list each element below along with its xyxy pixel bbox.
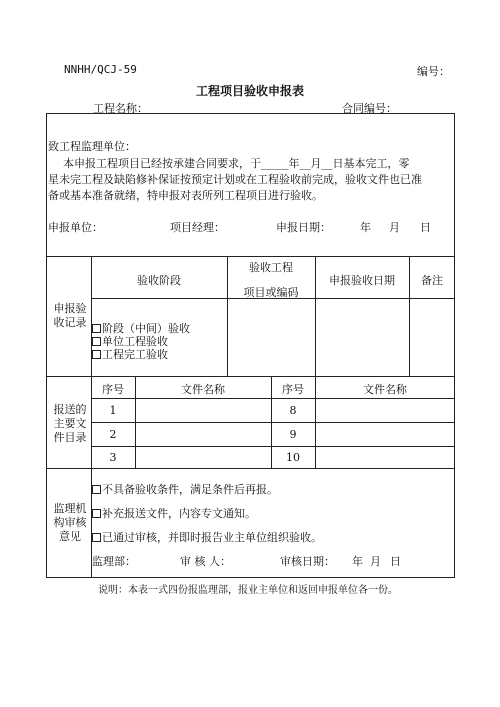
col-no-left: 序号	[102, 383, 124, 396]
record-row-label: 申报验收记录	[53, 302, 87, 329]
body-line-2: 星未完工程及缺陷修补保证按预定计划或在工程验收前完成，验收文件也已准	[48, 173, 422, 186]
col-project-line2: 项目或编码	[243, 286, 299, 299]
checkbox-icon[interactable]	[92, 324, 101, 333]
page-title: 工程项目验收申报表	[196, 84, 305, 98]
number-label: 编号：	[417, 65, 450, 78]
dept-label: 监理部：	[92, 555, 136, 568]
stage-option[interactable]: 工程完工验收	[92, 346, 168, 362]
divider	[46, 376, 455, 377]
divider	[46, 256, 455, 257]
body-line-3: 备或基本准备就绪，特申报对表所列工程项目进行验收。	[48, 189, 323, 202]
salutation: 致工程监理单位：	[48, 140, 136, 153]
checkbox-icon[interactable]	[92, 337, 101, 346]
supervisor-row-label: 监理机构审核意见	[53, 502, 87, 543]
applicant-label: 申报单位：	[48, 221, 103, 234]
year-label: 年	[360, 221, 371, 234]
body-line-1: 本申报工程项目已经按承建合同要求，于_____年__月__日基本完工，零	[63, 157, 410, 170]
checkbox-icon[interactable]	[92, 485, 101, 494]
review-day: 日	[390, 555, 401, 568]
doc-row-no: 10	[286, 451, 300, 464]
doc-row-no: 8	[289, 404, 297, 417]
stage-option[interactable]: 单位工程验收	[92, 333, 168, 349]
doc-row-no: 9	[289, 428, 297, 441]
divider	[91, 398, 455, 399]
footer-note: 说明：本表一式四份报监理部，报业主单位和返回申报单位各一份。	[98, 585, 398, 596]
day-label: 日	[420, 221, 431, 234]
col-date: 申报验收日期	[329, 274, 395, 287]
review-option[interactable]: 补充报送文件，内容专文通知。	[92, 505, 256, 521]
project-name-label: 工程名称：	[93, 102, 148, 115]
col-name-right: 文件名称	[363, 383, 407, 396]
review-option[interactable]: 不具备验收条件，满足条件后再报。	[92, 481, 278, 497]
month-label: 月	[389, 221, 400, 234]
documents-row-label: 报送的主要文件目录	[53, 403, 87, 444]
review-month: 月	[370, 555, 381, 568]
divider	[91, 422, 455, 423]
checkbox-icon[interactable]	[92, 533, 101, 542]
checkbox-icon[interactable]	[92, 350, 101, 359]
col-note: 备注	[421, 274, 443, 287]
date-label: 申报日期：	[276, 221, 331, 234]
divider	[46, 468, 455, 469]
checkbox-icon[interactable]	[92, 509, 101, 518]
divider	[91, 446, 455, 447]
review-option[interactable]: 已通过审核，并即时报告业主单位组织验收。	[92, 529, 322, 545]
reviewer-label: 审 核 人：	[180, 555, 231, 568]
doc-row-no: 3	[109, 451, 117, 464]
review-year: 年	[352, 555, 363, 568]
col-stage: 验收阶段	[137, 274, 181, 287]
col-name-left: 文件名称	[181, 383, 225, 396]
form-code: NNHH/QCJ-59	[64, 63, 137, 76]
doc-row-no: 2	[109, 428, 117, 441]
col-project-line1: 验收工程	[249, 261, 293, 274]
col-no-right: 序号	[282, 383, 304, 396]
contract-no-label: 合同编号：	[342, 102, 397, 115]
pm-label: 项目经理：	[170, 221, 225, 234]
stage-option[interactable]: 阶段（中间）验收	[92, 320, 190, 336]
doc-row-no: 1	[109, 404, 117, 417]
review-date-label: 审核日期：	[280, 555, 335, 568]
